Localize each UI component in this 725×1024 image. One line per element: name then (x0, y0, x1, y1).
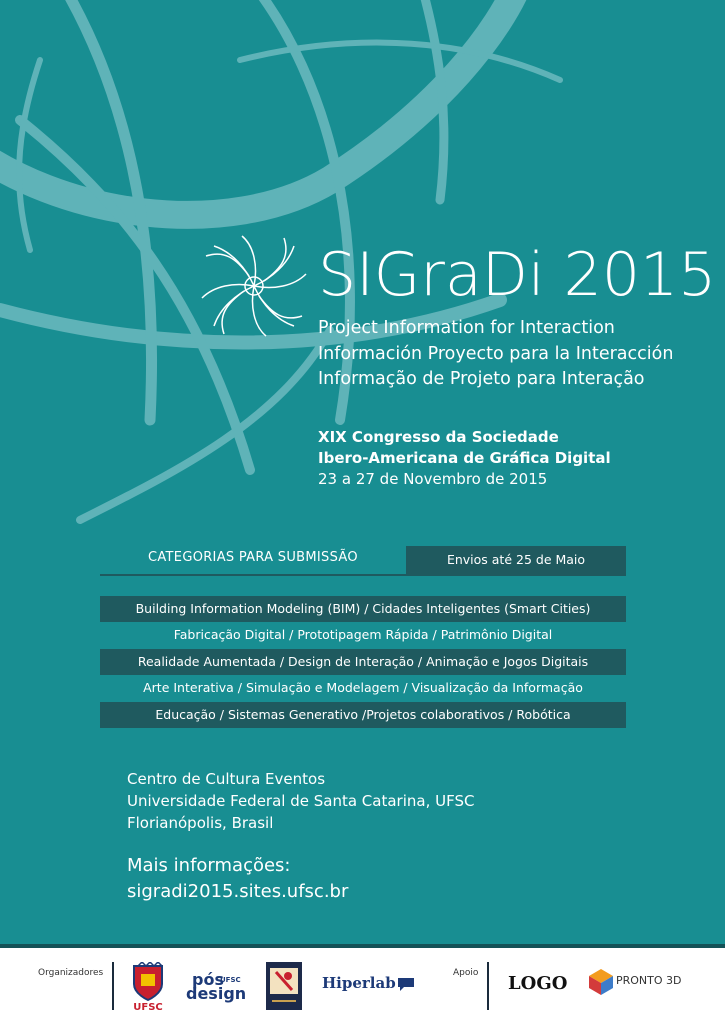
event-title: SIGraDi 2015 (318, 240, 717, 310)
location-venue: Centro de Cultura Eventos (127, 770, 326, 788)
posarq-logo (266, 962, 302, 1010)
deadline-badge (406, 546, 626, 575)
ufsc-crest-icon (130, 962, 166, 1002)
category-row: Building Information Modeling (BIM) / Cidades Inteligentes (Smart Cities) (100, 596, 626, 622)
congress-dates: 23 a 27 de Novembro de 2015 (318, 470, 548, 488)
pos-design-logo (186, 970, 246, 1010)
subtitle-english: Project Information for Interaction (318, 318, 615, 338)
pronto3d-logo (588, 968, 698, 1000)
speech-bubble-icon (396, 976, 416, 992)
more-info-label: Mais informações: (127, 855, 291, 876)
location-university: Universidade Federal de Santa Catarina, UFSC (127, 792, 475, 810)
category-row: Fabricação Digital / Prototipagem Rápida / Patrimônio Digital (173, 627, 553, 642)
pronto3d-text: PRONTO 3D (616, 974, 682, 987)
hiperlab-logo (322, 974, 418, 998)
congress-line-1: XIX Congresso da Sociedade (318, 428, 559, 446)
category-row: Educação / Sistemas Generativo /Projetos colaborativos / Robótica (100, 702, 626, 728)
ufsc-logo-text: UFSC (133, 1002, 163, 1013)
hiperlab-text: Hiperlab (322, 974, 396, 992)
subtitle-portuguese: Informação de Projeto para Interação (318, 369, 645, 389)
pos-design-top: pós (192, 970, 224, 989)
organizers-separator (112, 962, 114, 1010)
subtitle-spanish: Información Proyecto para la Interacción (318, 344, 674, 364)
support-separator (487, 962, 489, 1010)
category-row: Arte Interativa / Simulação e Modelagem / Visualização da Informação (143, 680, 583, 695)
congress-line-2: Ibero-Americana de Gráfica Digital (318, 449, 611, 467)
categories-divider (100, 574, 626, 576)
pos-design-bottom: design (186, 984, 247, 1003)
categories-title: CATEGORIAS PARA SUBMISSÃO (148, 550, 358, 565)
cube-icon (588, 968, 614, 996)
deadline-text: Envios até 25 de Maio (446, 552, 586, 567)
logo-text: LOGO (508, 973, 568, 994)
sigradi-logo-icon (196, 232, 312, 340)
more-info-link[interactable]: sigradi2015.sites.ufsc.br (127, 881, 349, 902)
categories-header (100, 546, 626, 574)
organizers-label: Organizadores (38, 968, 104, 978)
footer-divider (0, 944, 725, 948)
location-city: Florianópolis, Brasil (127, 814, 274, 832)
support-label: Apoio (453, 968, 479, 978)
ufsc-logo (130, 962, 166, 1014)
category-row: Realidade Aumentada / Design de Interação / Animação e Jogos Digitais (100, 649, 626, 675)
posarq-emblem-icon (266, 962, 302, 1010)
sponsor-logo (508, 973, 578, 997)
pos-design-ufsc: UFSC (220, 976, 241, 984)
